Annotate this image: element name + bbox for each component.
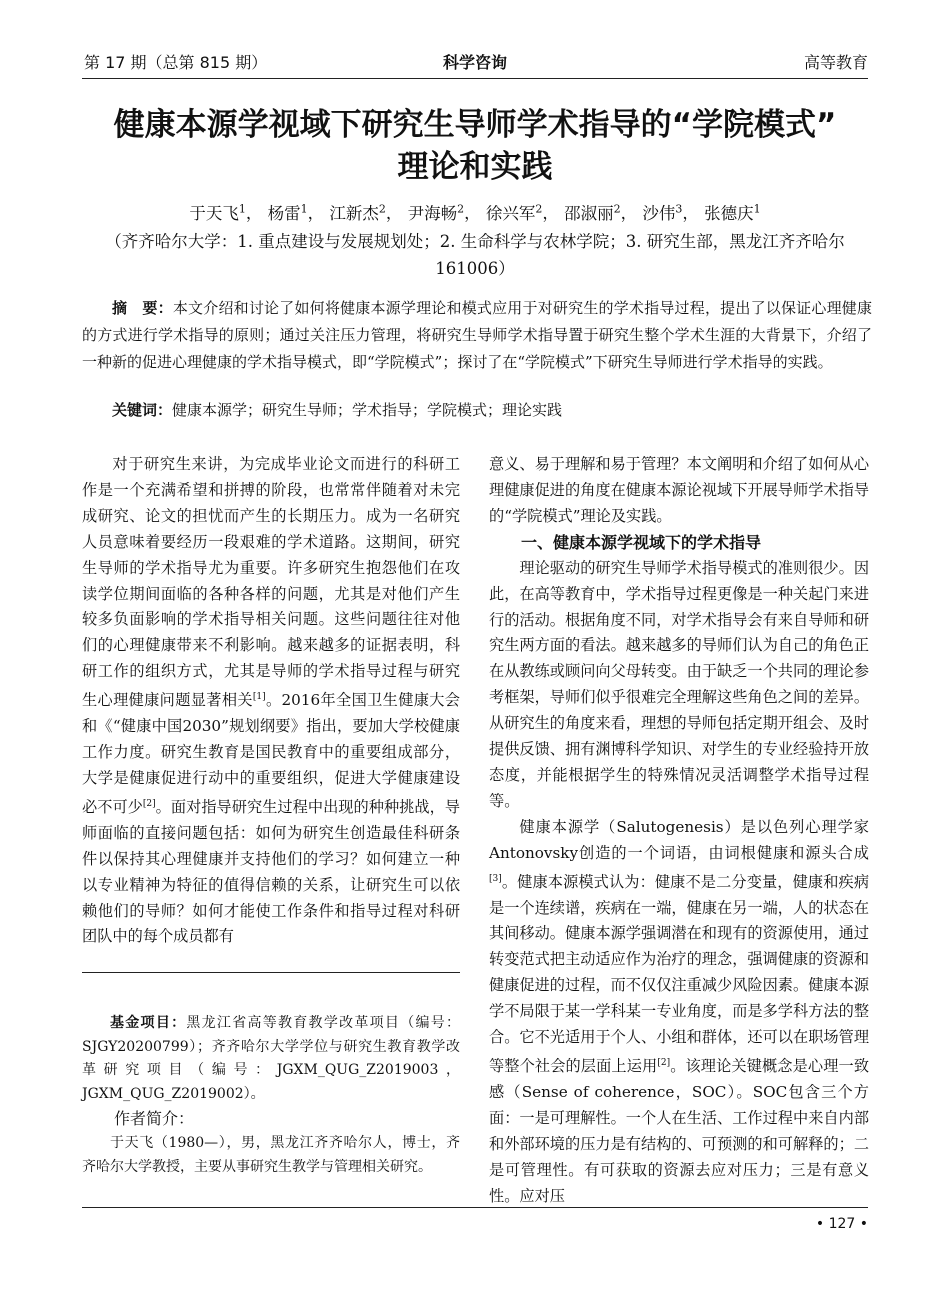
body-paragraph: 意义、易于理解和易于管理？本文阐明和介绍了如何从心理健康促进的角度在健康本源论视域下开展导师学术指导的“学院模式”理论及实践。 (489, 455, 869, 525)
affiliation-line-1: （齐齐哈尔大学：1. 重点建设与发展规划处；2. 生命科学与农林学院；3. 研究生部，黑龙江齐齐哈尔 (105, 232, 845, 251)
author: 于天飞$^1$ (189, 202, 246, 223)
right-column (489, 452, 869, 1210)
keywords-label: 关键词： (112, 401, 173, 419)
author: 邵淑丽$^2$ (564, 202, 621, 223)
author-bio-heading: 作者简介： (114, 1109, 195, 1128)
author: 徐兴军$^2$ (485, 202, 543, 223)
author: 杨雷$^1$ (267, 202, 308, 223)
abstract (82, 295, 872, 376)
title-line-1: 健康本源学视域下研究生导师学术指导的“学院模式” (113, 107, 837, 143)
issue-info: 第 17 期（总第 815 期） (84, 53, 268, 72)
abstract-text: 本文介绍和讨论了如何将健康本源学理论和模式应用于对研究生的学术指导过程，提出了以保证心理健康的方式进行学术指导的原则；通过关注压力管理，将研究生导师学术指导置于研究生整个学术生涯的大背景下，介绍了一种新的促进心理健康的学术指导模式，即“学院模式”；探讨了在“学院模式”下研究生导师进行学术指导的实践。 (82, 299, 872, 371)
body-paragraph: 理论驱动的研究生导师学术指导模式的准则很少。因此，在高等教育中，学术指导过程更像是一种关起门来进行的活动。根据角度不同，对学术指导会有来自导师和研究生两方面的看法。越来越多的导师们认为自己的角色正在从教练或顾问向父母转变。由于缺乏一个共同的理论参考框架，导师们似乎很难完全理解这些角色之间的差异。从研究生的角度来看，理想的导师包括定期开组会、及时提供反馈、拥有渊博科学知识、对学生的专业经验持开放态度，并能根据学生的特殊情况灵活调整学术指导过程等。 (489, 558, 869, 810)
author: 江新杰$^2$ (329, 202, 386, 223)
keywords (82, 397, 872, 424)
affiliation (82, 228, 868, 282)
affiliation-line-2: 161006） (435, 259, 515, 278)
citation: [2] (657, 1058, 671, 1068)
fund-info: 基金项目：黑龙江省高等教育教学改革项目（编号：SJGY20200799）；齐齐哈尔大学学位与研究生教育教学改革研究项目（编号：JGXM_QUG_Z2019003，JGXM_QUG_Z2019002）。 (82, 1015, 461, 1102)
citation: [3] (489, 873, 502, 884)
footer-rule (82, 1207, 868, 1208)
author-list: 于天飞$^1$， 杨雷$^1$， 江新杰$^2$， 尹海畅$^2$， 徐兴军$^2$， 邵淑丽$^2$， 沙伟$^3$， 张德庆$^1$ (189, 202, 761, 223)
citation: [2] (142, 798, 156, 809)
author-bio: 于天飞（1980—），男，黑龙江齐齐哈尔人，博士，齐齐哈尔大学教授，主要从事研究生教学与管理相关研究。 (82, 1135, 460, 1175)
citation: [1] (252, 692, 266, 703)
author: 尹海畅$^2$ (407, 202, 465, 223)
page-number: • 127 • (815, 1216, 868, 1232)
footnote-rule (82, 972, 460, 973)
footnote (82, 1012, 460, 1179)
body-paragraph: 健康本源学（Salutogenesis）是以色列心理学家Antonovsky创造的一个词语，由词根健康和源头合成[3]。健康本源模式认为：健康不是二分变量，健康和疾病是一个连续谱，疾病在一端，健康在另一端，人的状态在其间移动。健康本源学强调潜在和现有的资源使用，通过转变范式把主动适应作为治疗的理念，强调健康的资源和健康促进的过程，而不仅仅注重减少风险因素。健康本源学不局限于某一学科某一专业角度，而是多学科方法的整合。它不光适用于个人、小组和群体，还可以在职场管理等整个社会的层面上运用[2]。该理论关键概念是心理一致感（Sense of coherence，SOC）。SOC包含三个方面：一是可理解性。一个人在生活、工作过程中来自内部和外部环境的压力是有结构的、可预测的和可解释的；二是可管理性。有可获取的资源去应对压力；三是有意义性。应对压 (489, 817, 870, 1205)
author: 沙伟$^3$ (642, 202, 683, 223)
left-column (82, 452, 460, 950)
journal-name: 科学咨询 (442, 53, 507, 72)
abstract-label: 摘 要： (112, 299, 173, 317)
header-rule (82, 78, 868, 79)
title-line-2: 理论和实践 (397, 149, 553, 185)
body-paragraph: 对于研究生来讲，为完成毕业论文而进行的科研工作是一个充满希望和拼搏的阶段，也常常伴随着对未完成研究、论文的担忧而产生的长期压力。成为一名研究人员意味着要经历一段艰难的学术道路。这期间，研究生导师的学术指导尤为重要。许多研究生抱怨他们在攻读学位期间面临的各种各样的问题，尤其是对他们产生较多负面影响的学术指导相关问题。这些问题往往对他们的心理健康带来不利影响。越来越多的证据表明，科研工作的组织方式，尤其是导师的学术指导过程与研究生心理健康问题显著相关[1]。2016年全国卫生健康大会和《“健康中国2030”规划纲要》指出，要加大学校健康工作力度。研究生教育是国民教育中的重要组成部分，大学是健康促进行动中的重要组织，促进大学健康建设必不可少[2]。面对指导研究生过程中出现的种种挑战，导师面临的直接问题包括：如何为研究生创造最佳科研条件以保持其心理健康并支持他们的学习？如何建立一种以专业精神为特征的值得信赖的关系，让研究生可以依赖他们的导师？如何才能使工作条件和指导过程对科研团队中的每个成员都有 (82, 455, 460, 946)
section-name: 高等教育 (803, 53, 868, 72)
author: 张德庆$^1$ (704, 202, 761, 223)
section-heading: 一、健康本源学视域下的学术指导 (521, 532, 762, 552)
keywords-text: 健康本源学；研究生导师；学术指导；学院模式；理论实践 (172, 401, 563, 419)
